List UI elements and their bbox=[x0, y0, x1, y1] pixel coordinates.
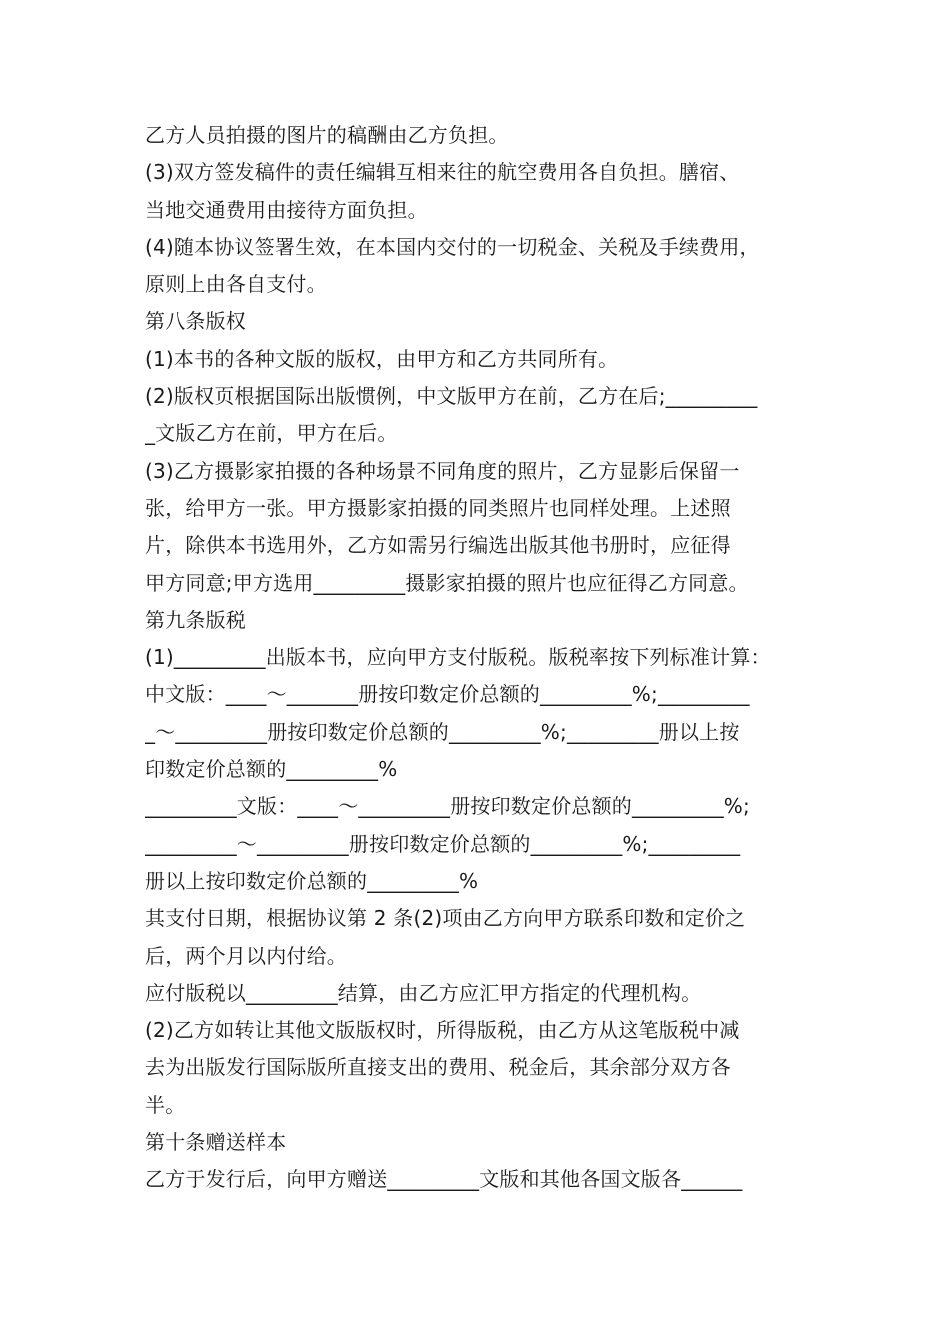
text-line: 册以上按印数定价总额的_________% bbox=[145, 868, 479, 893]
text-line: (1)本书的各种文版的版权，由甲方和乙方共同所有。 bbox=[145, 346, 619, 371]
text-line: 原则上由各自支付。 bbox=[145, 272, 327, 297]
text-line: 去为出版发行国际版所直接支出的费用、税金后，其余部分双方各 bbox=[145, 1055, 731, 1080]
text-line: 张，给甲方一张。甲方摄影家拍摄的同类照片也同样处理。上述照 bbox=[145, 495, 731, 520]
document-body bbox=[145, 117, 813, 1199]
text-line: 应付版税以_________结算，由乙方应汇甲方指定的代理机构。 bbox=[145, 980, 702, 1005]
text-line: 后，两个月以内付给。 bbox=[145, 943, 347, 968]
text-line: (4)随本协议签署生效，在本国内交付的一切税金、关税及手续费用， bbox=[145, 234, 760, 259]
text-line: 乙方人员拍摄的图片的稿酬由乙方负担。 bbox=[145, 123, 509, 147]
text-line: _文版乙方在前，甲方在后。 bbox=[145, 421, 398, 446]
text-line: (3)双方签发稿件的责任编辑互相来往的航空费用各自负担。膳宿、 bbox=[145, 160, 740, 185]
text-line: 其支付日期，根据协议第 2 条(2)项由乙方向甲方联系印数和定价之 bbox=[145, 906, 746, 931]
text-line: 乙方于发行后，向甲方赠送_________文版和其他各国文版各______ bbox=[145, 1167, 743, 1192]
text-line: _～_________册按印数定价总额的_________%;_________册以上按 bbox=[145, 719, 740, 744]
section-heading: 第八条版权 bbox=[145, 309, 246, 334]
text-line: (1)_________出版本书，应向甲方支付版税。版税率按下列标准计算： bbox=[145, 645, 771, 670]
text-line: 中文版：____～_______册按印数定价总额的_________%;_________ bbox=[145, 682, 750, 707]
text-line: 半。 bbox=[145, 1092, 186, 1117]
section-heading: 第十条赠送样本 bbox=[145, 1130, 287, 1155]
text-line: 甲方同意;甲方选用_________摄影家拍摄的照片也应征得乙方同意。 bbox=[145, 570, 749, 595]
text-line: 片，除供本书选用外，乙方如需另行编选出版其他书册时，应征得 bbox=[145, 533, 731, 558]
text-line: (2)版权页根据国际出版惯例，中文版甲方在前，乙方在后;_________ bbox=[145, 384, 758, 409]
text-line: (2)乙方如转让其他文版版权时，所得版税，由乙方从这笔版税中减 bbox=[145, 1018, 740, 1043]
section-heading: 第九条版税 bbox=[145, 607, 246, 632]
text-line: 当地交通费用由接待方面负担。 bbox=[145, 197, 428, 222]
text-line: _________文版：____～_________册按印数定价总额的_________%; bbox=[145, 794, 750, 819]
text-line: (3)乙方摄影家拍摄的各种场景不同角度的照片，乙方显影后保留一 bbox=[145, 458, 740, 483]
text-line: _________～_________册按印数定价总额的_________%;_________ bbox=[145, 831, 741, 856]
text-line: 印数定价总额的_________% bbox=[145, 757, 398, 782]
